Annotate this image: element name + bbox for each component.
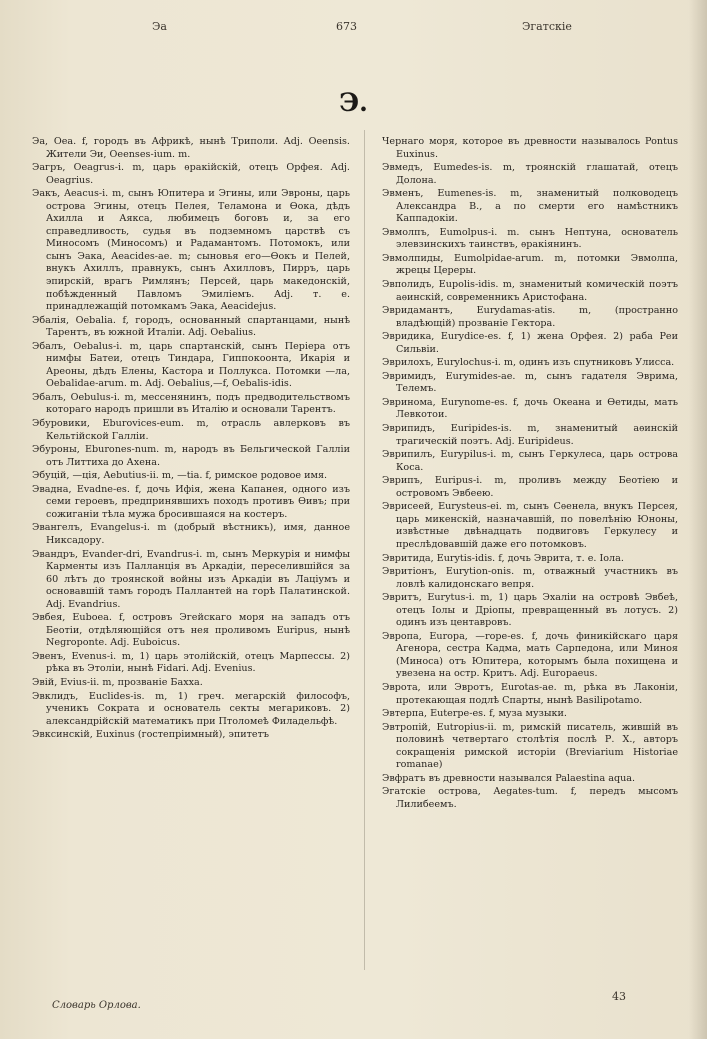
dictionary-entry: Эврисеей, Eurysteus-ei. m, сынъ Сѳенела, внукъ Персея, царь микенскій, назначавшій, по повелѣнію Юноны, извѣстные двѣнадцать подвиговъ Геркулесу и преслѣдовавшій даже его потомковъ. [382,501,678,550]
dictionary-entry: Эвропа, Europa, —rope-es. f, дочь финикійскаго царя Агенора, сестра Кадма, мать Сарпедона, или Миноя (Миноса) отъ Юпитера, которымъ была похищена и увезена на остр. Критъ. Adj. Europaeus. [382,630,678,680]
dictionary-entry: Эвменъ, Eumenes-is. m, знаменитый полководецъ Александра В., а по смерти его намѣстникъ Каппадокіи. [382,188,678,225]
dictionary-entry: Эвполидъ, Eupolis-idis. m, знаменитый комическій поэтъ аѳинскій, современникъ Аристофана. [382,279,678,303]
page-edge-shadow [689,0,707,1039]
right-column [382,136,678,812]
dictionary-entry: Эбуцій, —ція, Aebutius-ii. m, —tia. f, римское родовое имя. [32,470,328,482]
dictionary-entry: Эвфратъ въ древности назывался Palaestina aqua. [382,772,636,784]
dictionary-entry: Чернаго моря, которое въ древности называлось Pontus Euxinus. [382,136,678,160]
left-column [32,136,350,743]
dictionary-entry: Эбалія, Oebalia. f, городъ, основанный спартанцами, нынѣ Тарентъ, въ южной Италіи. Adj. Oebalius. [32,314,350,339]
section-letter: Э. [339,88,368,117]
dictionary-entry: Эвбея, Euboea. f, островъ Эгейскаго моря на западъ отъ Беотіи, отдѣляющійся отъ нея проливомъ Euripus, нынѣ Negroponte. Adj. Euboicus. [32,612,350,649]
dictionary-entry: Эвадна, Evadne-es. f, дочь Ифія, жена Капанея, одного изъ семи героевъ, предпринявшихъ походъ противъ Ѳивъ; при сожиганіи тѣла мужа бросившаяся на костеръ. [32,483,350,520]
signature-mark: Словарь Орлова. [52,1000,141,1011]
page-number: 673 [336,20,357,33]
dictionary-entry: Эбуровики, Eburovices-eum. m, отрасль авлерковъ въ Кельтійской Галліи. [32,418,350,442]
dictionary-entry: Эбуроны, Eburones-num. m, народъ въ Бельгической Галліи отъ Литтиха до Ахена. [32,444,350,468]
dictionary-entry: Эвридика, Eurydice-es. f, 1) жена Орфея. 2) раба Реи Сильвіи. [382,331,678,355]
signature-number: 43 [612,990,626,1003]
dictionary-entry: Эвтерпа, Euterpe-es. f, муза музыки. [382,708,567,720]
dictionary-entry: Эгатскіе острова, Aegates-tum. f, передъ мысомъ Лилибеемъ. [382,786,678,810]
dictionary-entry: Эвклидъ, Euclides-is. m, 1) греч. мегарскій философъ, ученикъ Сократа и основатель секты мегариковъ. 2) александрійскій математикъ при Птоломеѣ Филадельфѣ. [32,690,350,727]
dictionary-entry: Эвандръ, Evander-dri, Evandrus-i. m, сынъ Меркурія и нимфы Карменты изъ Палланція въ Аркадіи, переселившійся за 60 лѣтъ до троянской войны изъ Аркадіи въ Лаціумъ и основавшій тамъ городъ Паллантей на горѣ Палатинской. Adj. Evandrius. [32,548,350,610]
dictionary-entry: Эбалъ, Oebalus-i. m, царь спартанскій, сынъ Періера отъ нимфы Батеи, отецъ Тиндара, Гиппокоонта, Икарія и Ареоны, дѣдъ Елены, Кастора и Поллукса. Потомки —ла, Oebalidae-arum. m. Adj. Oebalius,—f, Oebalis-idis. [32,340,350,390]
dictionary-entry: Эагръ, Oeagrus-i. m, царь ѳракійскій, отецъ Орфея. Adj. Oeagrius. [32,162,350,186]
dictionary-entry: Эврилохъ, Eurylochus-i. m, одинъ изъ спутниковъ Улисса. [382,357,675,369]
dictionary-entry: Эвтропій, Eutropius-ii. m, римскій писатель, жившій въ половинѣ четвертаго столѣтія послѣ Р. Х., авторъ сокращенія римской исторіи (Breviarium Historiae romanae) [382,721,678,771]
dictionary-entry: Эвридамантъ, Eurydamas-atis. m, (пространно владѣющій) прозваніе Гектора. [382,305,678,329]
dictionary-entry: Эакъ, Aeacus-i. m, сынъ Юпитера и Эгины, или Эвроны, царь острова Эгины, отецъ Пелея, Теламона и Ѳока, дѣдъ Ахилла и Аякса, любимецъ боговъ и, за его справедливость, судья въ подземномъ царствѣ съ Миносомъ (Миносомъ) и Радамантомъ. Потомокъ, или сынъ Эака, Aeacides-ae. m; сыновья его—Ѳокъ и Пелей, внукъ Ахиллъ, правнукъ, сынъ Ахилловъ, Пирръ, царь эпирскій, врагъ Римлянъ; Персей, царь македонскій, побѣжденный Павломъ Эмиліемъ. Adj. т. е. принадлежащій потомкамъ Эака, Aeacidejus. [32,188,350,313]
dictionary-entry: Эвримидъ, Eurymides-ae. m, сынъ гадателя Эврима, Телемъ. [382,370,678,395]
dictionary-entry: Эвмолпиды, Eumolpidae-arum. m, потомки Эвмолпа, жрецы Цереры. [382,252,678,277]
dictionary-entry: Эврипилъ, Eurypilus-i. m, сынъ Геркулеса, царь острова Коса. [382,449,678,473]
dictionary-entry: Эвритида, Eurytis-idis. f, дочь Эврита, т. е. Іола. [382,552,624,564]
column-divider [364,130,365,970]
dictionary-entry: Эвій, Evius-ii. m, прозваніе Бахха. [32,676,203,688]
dictionary-entry: Эврипъ, Euripus-i. m, проливъ между Беотіею и островомъ Эвбеею. [382,475,678,499]
dictionary-entry: Эврота, или Эвротъ, Eurotas-ae. m, рѣка въ Лаконіи, протекающая подлѣ Спарты, нынѣ Basilipotamo. [382,681,678,706]
dictionary-entry: Эвритъ, Eurytus-i. m, 1) царь Эхаліи на островѣ Эвбеѣ, отецъ Іолы и Дріопы, превращенный въ лотусъ. 2) одинъ изъ центавровъ. [382,592,678,629]
dictionary-entry: Эбалъ, Oebulus-i. m, мессенянинъ, подъ предводительствомъ котораго народъ пришли въ Италію и основали Тарентъ. [32,391,350,416]
running-header [0,20,707,40]
dictionary-entry: Эа, Оеа. f, городъ въ Африкѣ, нынѣ Триполи. Adj. Оеensis. Жители Эи, Оеenses-ium. m. [32,136,350,160]
dictionary-entry: Эвритіонъ, Eurytion-onis. m, отважный участникъ въ ловлѣ калидонскаго вепря. [382,566,678,590]
dictionary-entry: Эвринома, Eurynome-es. f, дочь Океана и Ѳетиды, мать Левкотои. [382,396,678,421]
dictionary-entry: Эвангелъ, Evangelus-i. m (добрый вѣстникъ), имя, данное Никсадору. [32,522,350,546]
dictionary-entry: Эвенъ, Evenus-i. m, 1) царь этолійскій, отецъ Марпессы. 2) рѣка въ Этоліи, нынѣ Fidari. Adj. Evenius. [32,650,350,675]
header-right-word: Эгатскіе [522,20,572,33]
dictionary-entry: Эврипидъ, Euripides-is. m, знаменитый аѳинскій трагическій поэтъ. Adj. Euripideus. [382,423,678,447]
dictionary-entry: Эвмедъ, Eumedes-is. m, троянскій глашатай, отецъ Долона. [382,162,678,186]
header-left-word: Эа [152,20,167,33]
dictionary-entry: Эвксинскій, Euxinus (гостепріимный), эпитетъ [32,729,270,741]
dictionary-entry: Эвмолпъ, Eumolpus-i. m. сынъ Нептуна, основатель элевзинскихъ таинствъ, ѳракіянинъ. [382,226,678,251]
